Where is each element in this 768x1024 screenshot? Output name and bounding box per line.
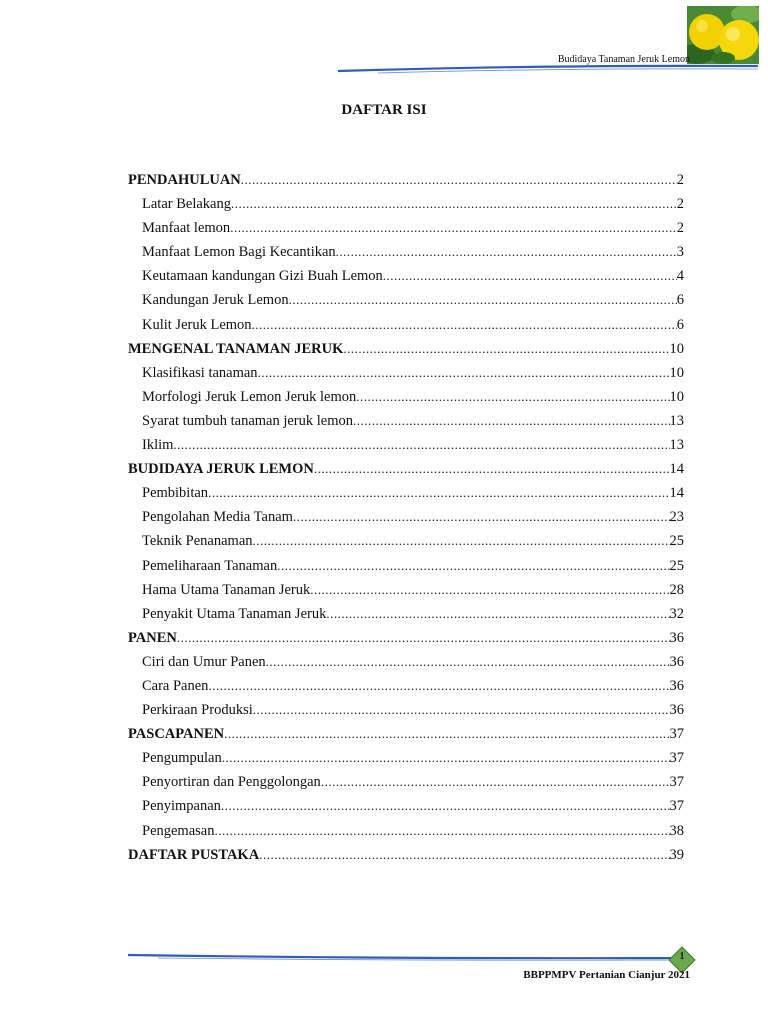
- toc-chapter-entry[interactable]: [128, 172, 684, 196]
- toc-dot-leader: [343, 341, 669, 357]
- toc-entry-page: 2: [676, 196, 684, 213]
- toc-dot-leader: [353, 413, 669, 429]
- toc-entry-label: Manfaat lemon: [142, 220, 231, 237]
- toc-entry-page: 37: [669, 750, 684, 767]
- toc-entry-label: Hama Utama Tanaman Jeruk: [142, 581, 311, 598]
- toc-chapter-entry[interactable]: [128, 847, 684, 871]
- toc-entry-page: 28: [669, 581, 684, 598]
- toc-entry-page: 32: [669, 605, 684, 622]
- header-divider: [338, 62, 758, 74]
- toc-entry-label: Cara Panen: [142, 677, 209, 694]
- toc-section-entry[interactable]: [128, 750, 684, 774]
- toc-chapter-entry[interactable]: [128, 461, 684, 485]
- toc-entry-label: Iklim: [142, 437, 174, 454]
- toc-section-entry[interactable]: [128, 774, 684, 798]
- toc-entry-label: Pengemasan: [142, 822, 215, 839]
- toc-entry-page: 36: [669, 677, 684, 694]
- footer-institution: BBPPMPV Pertanian Cianjur 2021: [523, 969, 690, 981]
- toc-entry-label: Pembibitan: [142, 485, 209, 502]
- toc-section-entry[interactable]: [128, 220, 684, 244]
- footer-divider: [128, 950, 688, 964]
- toc-dot-leader: [173, 437, 669, 453]
- toc-entry-page: 2: [676, 172, 684, 188]
- toc-entry-label: Kulit Jeruk Lemon: [142, 316, 252, 333]
- toc-entry-page: 10: [669, 364, 684, 381]
- lemon-photo: [687, 6, 759, 64]
- toc-entry-label: Manfaat Lemon Bagi Kecantikan: [142, 244, 336, 261]
- toc-dot-leader: [326, 606, 669, 622]
- toc-entry-page: 2: [676, 220, 684, 237]
- toc-dot-leader: [253, 702, 670, 718]
- toc-entry-page: 6: [676, 316, 684, 333]
- toc-section-entry[interactable]: [128, 317, 684, 341]
- toc-entry-label: PASCAPANEN: [128, 726, 225, 743]
- toc-entry-label: Ciri dan Umur Panen: [142, 653, 266, 670]
- toc-dot-leader: [289, 292, 677, 308]
- toc-section-entry[interactable]: [128, 389, 684, 413]
- toc-entry-page: 37: [669, 798, 684, 815]
- toc-entry-page: 6: [676, 292, 684, 309]
- toc-dot-leader: [293, 509, 670, 525]
- toc-entry-label: PENDAHULUAN: [128, 172, 241, 188]
- toc-entry-label: Perkiraan Produksi: [142, 702, 253, 719]
- toc-section-entry[interactable]: [128, 798, 684, 822]
- toc-dot-leader: [321, 774, 670, 790]
- toc-dot-leader: [314, 461, 670, 477]
- header-title: Budidaya Tanaman Jeruk Lemon: [557, 54, 690, 65]
- toc-entry-label: Syarat tumbuh tanaman jeruk lemon: [142, 412, 354, 429]
- toc-chapter-entry[interactable]: [128, 341, 684, 365]
- toc-entry-label: DAFTAR PUSTAKA: [128, 846, 260, 863]
- toc-entry-label: MENGENAL TANAMAN JERUK: [128, 340, 344, 357]
- toc-dot-leader: [383, 268, 677, 284]
- toc-dot-leader: [266, 654, 670, 670]
- toc-entry-page: 10: [669, 340, 684, 357]
- toc-dot-leader: [177, 630, 670, 646]
- toc-entry-label: BUDIDAYA JERUK LEMON: [128, 461, 314, 478]
- toc-entry-page: 23: [669, 509, 684, 526]
- toc-entry-label: PANEN: [128, 629, 177, 646]
- toc-entry-page: 36: [669, 702, 684, 719]
- toc-entry-label: Latar Belakang: [142, 196, 231, 213]
- toc-section-entry[interactable]: [128, 485, 684, 509]
- toc-dot-leader: [336, 244, 677, 260]
- toc-entry-page: 4: [676, 268, 684, 285]
- toc-entry-label: Morfologi Jeruk Lemon Jeruk lemon: [142, 388, 357, 405]
- toc-dot-leader: [241, 172, 677, 188]
- toc-dot-leader: [224, 726, 669, 742]
- toc-section-entry[interactable]: [128, 413, 684, 437]
- toc-section-entry[interactable]: [128, 678, 684, 702]
- toc-dot-leader: [277, 558, 669, 574]
- toc-entry-page: 14: [669, 485, 684, 502]
- toc-section-entry[interactable]: [128, 292, 684, 316]
- toc-dot-leader: [221, 798, 670, 814]
- toc-section-entry[interactable]: [128, 365, 684, 389]
- toc-section-entry[interactable]: [128, 244, 684, 268]
- toc-entry-label: Pengolahan Media Tanam: [142, 509, 293, 526]
- toc-entry-page: 3: [676, 244, 684, 261]
- toc-entry-page: 38: [669, 822, 684, 839]
- toc-section-entry[interactable]: [128, 823, 684, 847]
- toc-chapter-entry[interactable]: [128, 630, 684, 654]
- toc-dot-leader: [230, 220, 677, 236]
- toc-dot-leader: [259, 847, 669, 863]
- toc-entry-page: 25: [669, 557, 684, 574]
- toc-entry-page: 10: [669, 388, 684, 405]
- toc-section-entry[interactable]: [128, 533, 684, 557]
- toc-section-entry[interactable]: [128, 606, 684, 630]
- toc-entry-page: 36: [669, 653, 684, 670]
- toc-dot-leader: [222, 750, 670, 766]
- toc-section-entry[interactable]: [128, 268, 684, 292]
- toc-dot-leader: [208, 678, 669, 694]
- table-of-contents: [128, 172, 684, 871]
- toc-section-entry[interactable]: [128, 437, 684, 461]
- toc-dot-leader: [231, 196, 677, 212]
- toc-entry-label: Kandungan Jeruk Lemon: [142, 292, 289, 309]
- toc-chapter-entry[interactable]: [128, 726, 684, 750]
- toc-dot-leader: [208, 485, 669, 501]
- toc-section-entry[interactable]: [128, 196, 684, 220]
- toc-entry-page: 14: [669, 461, 684, 478]
- toc-entry-page: 37: [669, 774, 684, 791]
- toc-section-entry[interactable]: [128, 509, 684, 533]
- toc-entry-page: 36: [669, 629, 684, 646]
- toc-entry-page: 37: [669, 726, 684, 743]
- toc-section-entry[interactable]: [128, 654, 684, 678]
- toc-dot-leader: [310, 582, 669, 598]
- toc-entry-page: 13: [669, 437, 684, 454]
- toc-entry-page: 13: [669, 412, 684, 429]
- toc-entry-label: Penyimpanan: [142, 798, 221, 815]
- toc-section-entry[interactable]: [128, 582, 684, 606]
- toc-heading: DAFTAR ISI: [341, 102, 427, 118]
- page-number: 1: [679, 951, 685, 962]
- toc-dot-leader: [356, 389, 669, 405]
- toc-section-entry[interactable]: [128, 558, 684, 582]
- toc-entry-label: Penyortiran dan Penggolongan: [142, 774, 321, 791]
- toc-entry-label: Pemeliharaan Tanaman: [142, 557, 278, 574]
- toc-dot-leader: [252, 317, 677, 333]
- toc-entry-label: Keutamaan kandungan Gizi Buah Lemon: [142, 268, 383, 285]
- toc-section-entry[interactable]: [128, 702, 684, 726]
- toc-entry-label: Penyakit Utama Tanaman Jeruk: [142, 605, 327, 622]
- toc-entry-label: Teknik Penanaman: [142, 533, 253, 550]
- toc-entry-label: Pengumpulan: [142, 750, 222, 767]
- toc-entry-label: Klasifikasi tanaman: [142, 364, 258, 381]
- toc-entry-page: 39: [669, 846, 684, 863]
- toc-entry-page: 25: [669, 533, 684, 550]
- toc-dot-leader: [214, 823, 669, 839]
- toc-dot-leader: [258, 365, 670, 381]
- toc-dot-leader: [253, 533, 670, 549]
